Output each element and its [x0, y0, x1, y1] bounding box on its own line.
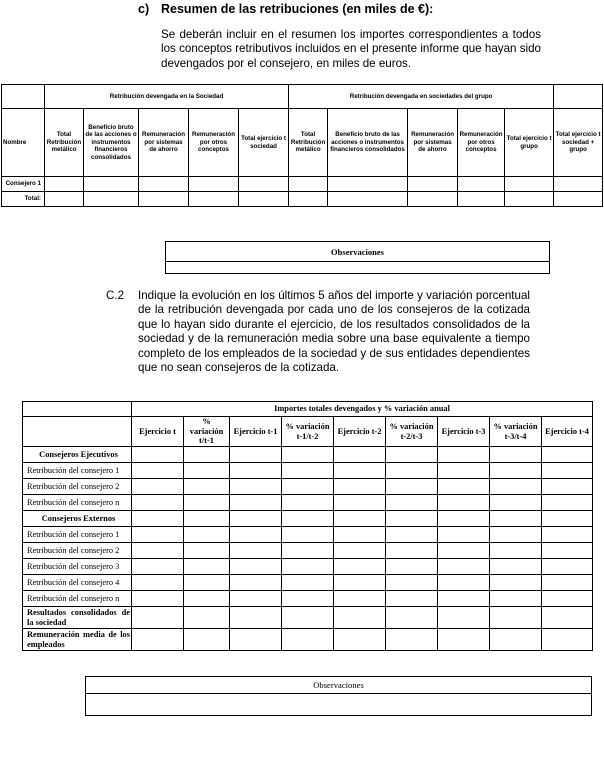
observations-1-label: Observaciones	[166, 242, 550, 262]
table2-cell	[184, 559, 230, 575]
table2-cell	[438, 575, 490, 591]
table2-row	[23, 527, 593, 543]
table2-cell	[386, 447, 438, 463]
evolution-table	[22, 401, 593, 651]
table2-cell	[132, 629, 184, 651]
table1-row-label: Consejero 1	[2, 177, 45, 192]
table2-cell	[438, 511, 490, 527]
table2-cell	[184, 463, 230, 479]
table2-row-label: Retribución del consejero n	[23, 591, 132, 607]
table1-col-group-3: Remuneración por sistemas de ahorro	[408, 109, 458, 177]
table2-cell	[542, 591, 593, 607]
table2-cell	[438, 607, 490, 629]
table2-row-label: Retribución del consejero 3	[23, 559, 132, 575]
table1-col-nombre: Nombre	[2, 109, 45, 177]
table2-cell	[386, 543, 438, 559]
section-c2-marker: C.2	[106, 289, 125, 302]
table2-cell	[334, 607, 386, 629]
table2-cell	[542, 463, 593, 479]
table1-col-group-5: Total ejercicio t grupo	[505, 109, 554, 177]
table2-col-6: % variación t-2/t-3	[386, 417, 438, 447]
table2-cell	[282, 527, 334, 543]
section-c-marker: c)	[138, 2, 150, 16]
table2-cell	[334, 575, 386, 591]
table2-cell	[132, 447, 184, 463]
table1-group-society: Retribución devengada en la Sociedad	[45, 85, 289, 109]
table1-col-society-4: Remuneración por otros conceptos	[189, 109, 239, 177]
table2-cell	[334, 479, 386, 495]
table2-row	[23, 463, 593, 479]
table2-cell	[542, 575, 593, 591]
table2-cell	[438, 559, 490, 575]
section-c2-paragraph: Indique la evolución en los últimos 5 años del importe y variación porcentual de la retribución devengada por cada uno de los consejeros de la cotizada que lo hayan sido durante el ejercicio, de los resultados consolidados de la sociedad y de la remuneración media sobre una base equivalente a tiempo completo de los empleados de la sociedad y de sus entidades dependientes que no sean consejeros de la cotizada.	[138, 289, 530, 375]
table2-cell	[490, 559, 542, 575]
table2-row	[23, 629, 593, 651]
table2-row-label: Retribución del consejero n	[23, 495, 132, 511]
table2-cell	[184, 511, 230, 527]
table1-col-total: Total ejercicio t sociedad + grupo	[554, 109, 603, 177]
table1-col-group-1: Total Retribución metálico	[289, 109, 328, 177]
observations-2-label: Observaciones	[86, 677, 592, 694]
table1-col-society-2: Beneficio bruto de las acciones o instrumentos financieros consolidados	[84, 109, 139, 177]
table1-corner-cell	[2, 85, 45, 109]
table2-cell	[230, 607, 282, 629]
table2-row	[23, 479, 593, 495]
table2-row-label: Consejeros Externos	[23, 511, 132, 527]
table2-cell	[230, 575, 282, 591]
table2-cell	[386, 607, 438, 629]
table2-row	[23, 543, 593, 559]
table2-cell	[542, 527, 593, 543]
table2-cell	[334, 559, 386, 575]
table2-row-label: Consejeros Ejecutivos	[23, 447, 132, 463]
table2-cell	[542, 559, 593, 575]
table2-row-label: Retribución del consejero 1	[23, 463, 132, 479]
table2-cell	[490, 527, 542, 543]
table2-cell	[132, 527, 184, 543]
table2-cell	[230, 463, 282, 479]
table2-cell	[230, 495, 282, 511]
table2-row-label: Retribución del consejero 2	[23, 543, 132, 559]
table2-cell	[282, 629, 334, 651]
summary-retribution-table	[1, 84, 603, 207]
table2-cell	[438, 479, 490, 495]
table2-cell	[386, 463, 438, 479]
table2-cell	[230, 447, 282, 463]
table2-row	[23, 607, 593, 629]
table2-row-label: Resultados consolidados de la sociedad	[23, 607, 132, 629]
table2-cell	[184, 591, 230, 607]
table2-cell	[386, 527, 438, 543]
table2-cell	[132, 575, 184, 591]
table2-row-label: Retribución del consejero 4	[23, 575, 132, 591]
table2-cell	[132, 511, 184, 527]
table2-cell	[282, 543, 334, 559]
table2-cell	[132, 495, 184, 511]
table2-cell	[334, 543, 386, 559]
table2-cell	[438, 495, 490, 511]
table2-cell	[542, 629, 593, 651]
table2-cell	[230, 629, 282, 651]
table2-cell	[334, 463, 386, 479]
table2-cell	[132, 543, 184, 559]
table2-cell	[282, 447, 334, 463]
table2-cell	[386, 559, 438, 575]
table1-corner-cell-right	[554, 85, 603, 109]
table2-corner-cell	[23, 402, 132, 417]
table1-col-society-3: Remuneración por sistemas de ahorro	[139, 109, 189, 177]
table2-cell	[490, 463, 542, 479]
table2-cell	[438, 463, 490, 479]
section-c-paragraph: Se deberán incluir en el resumen los importes correspondientes a todos los conceptos retributivos incluidos en el presente informe que hayan sido devengados por el consejero, en miles de euros.	[161, 28, 541, 70]
table2-cell	[438, 447, 490, 463]
table2-row-label: Remuneración media de los empleados	[23, 629, 132, 651]
table2-cell	[282, 479, 334, 495]
observations-box-2	[85, 676, 592, 716]
table2-cell	[438, 543, 490, 559]
table1-col-group-4: Remuneración por otros conceptos	[458, 109, 505, 177]
table2-cell	[334, 447, 386, 463]
table2-cell	[132, 559, 184, 575]
table1-col-group-2: Beneficio bruto de las acciones o instrumentos financieros consolidados	[328, 109, 408, 177]
table2-col-2: % variación t/t-1	[184, 417, 230, 447]
observations-1-content	[166, 262, 550, 274]
table2-cell	[282, 495, 334, 511]
table2-cell	[184, 607, 230, 629]
table2-row-label: Retribución del consejero 1	[23, 527, 132, 543]
table2-corner-cell-2	[23, 417, 132, 447]
table2-cell	[490, 511, 542, 527]
table1-row-label: Total:	[2, 192, 45, 207]
table2-col-7: Ejercicio t-3	[438, 417, 490, 447]
table2-cell	[184, 495, 230, 511]
table2-cell	[334, 629, 386, 651]
table2-row	[23, 495, 593, 511]
table2-cell	[386, 511, 438, 527]
observations-box-1	[165, 241, 550, 274]
table2-cell	[132, 607, 184, 629]
table2-cell	[282, 511, 334, 527]
table2-cell	[282, 575, 334, 591]
table2-cell	[334, 511, 386, 527]
table2-col-9: Ejercicio t-4	[542, 417, 593, 447]
table2-cell	[184, 629, 230, 651]
table2-cell	[386, 479, 438, 495]
table2-cell	[542, 607, 593, 629]
table1-group-group: Retribución devengada en sociedades del grupo	[289, 85, 554, 109]
table2-cell	[184, 447, 230, 463]
table2-cell	[230, 543, 282, 559]
table2-col-1: Ejercicio t	[132, 417, 184, 447]
table2-cell	[184, 543, 230, 559]
table2-cell	[438, 591, 490, 607]
table2-col-4: % variación t-1/t-2	[282, 417, 334, 447]
table2-cell	[230, 479, 282, 495]
table2-cell	[282, 559, 334, 575]
table2-cell	[490, 479, 542, 495]
table2-cell	[490, 495, 542, 511]
table2-cell	[334, 591, 386, 607]
table2-cell	[230, 511, 282, 527]
table2-cell	[490, 629, 542, 651]
table2-row	[23, 591, 593, 607]
table2-row-label: Retribución del consejero 2	[23, 479, 132, 495]
table2-row	[23, 575, 593, 591]
table2-cell	[132, 591, 184, 607]
table2-cell	[542, 543, 593, 559]
table1-col-society-1: Total Retribución metálico	[45, 109, 84, 177]
table2-cell	[438, 629, 490, 651]
table2-cell	[334, 527, 386, 543]
table2-col-5: Ejercicio t-2	[334, 417, 386, 447]
table2-cell	[542, 495, 593, 511]
table2-cell	[490, 543, 542, 559]
table2-cell	[184, 527, 230, 543]
table2-cell	[386, 575, 438, 591]
table2-row	[23, 511, 593, 527]
table2-cell	[386, 591, 438, 607]
table2-cell	[334, 495, 386, 511]
table2-cell	[282, 591, 334, 607]
table2-cell	[184, 575, 230, 591]
table2-cell	[542, 447, 593, 463]
table2-cell	[230, 591, 282, 607]
table2-header: Importes totales devengados y % variación anual	[132, 402, 593, 417]
table2-cell	[438, 527, 490, 543]
table2-cell	[282, 607, 334, 629]
table2-cell	[490, 607, 542, 629]
table2-cell	[542, 511, 593, 527]
section-c-title: Resumen de las retribuciones (en miles de €):	[161, 2, 434, 16]
table2-row	[23, 559, 593, 575]
table2-cell	[132, 463, 184, 479]
table2-cell	[386, 495, 438, 511]
table2-row	[23, 447, 593, 463]
table2-cell	[230, 559, 282, 575]
table2-cell	[184, 479, 230, 495]
table2-cell	[282, 463, 334, 479]
table2-cell	[490, 447, 542, 463]
table2-col-3: Ejercicio t-1	[230, 417, 282, 447]
table2-cell	[490, 591, 542, 607]
table2-cell	[490, 575, 542, 591]
table2-cell	[386, 629, 438, 651]
table2-cell	[132, 479, 184, 495]
table2-cell	[542, 479, 593, 495]
table2-col-8: % variación t-3/t-4	[490, 417, 542, 447]
observations-2-content	[86, 694, 592, 716]
table1-col-society-5: Total ejercicio t sociedad	[239, 109, 289, 177]
table2-cell	[230, 527, 282, 543]
